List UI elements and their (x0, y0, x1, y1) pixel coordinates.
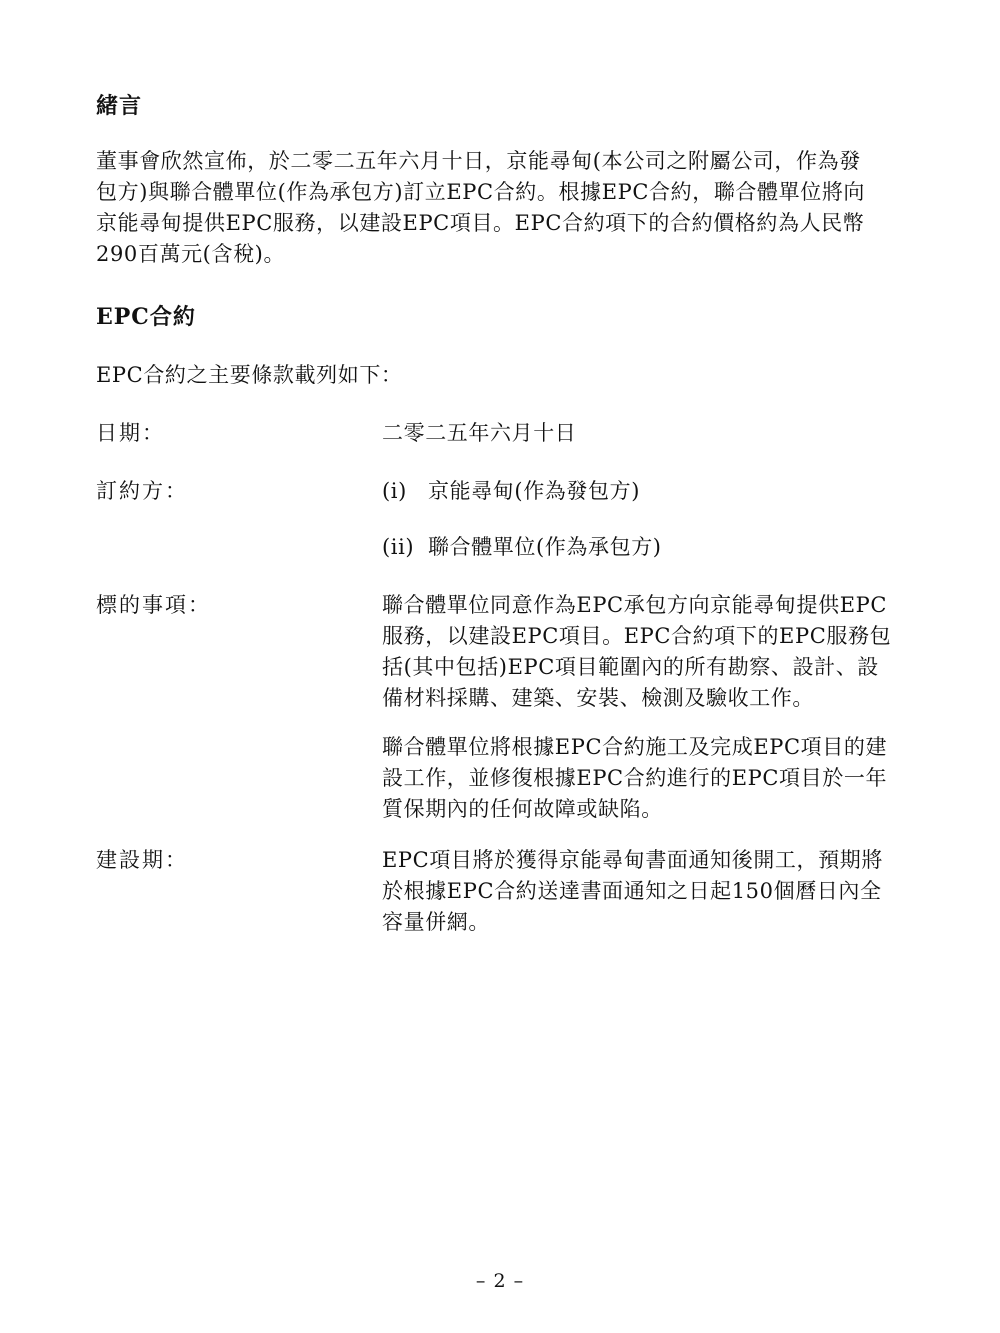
intro-paragraph (96, 146, 908, 270)
date-value: 二零二五年六月十日 (382, 421, 577, 445)
construction-line: 容量併網。 (382, 910, 490, 934)
intro-line: 290百萬元(含稅)。 (96, 242, 286, 266)
subject-label: 標的事項： (96, 593, 211, 617)
epc-lead: EPC合約之主要條款載列如下： (96, 363, 403, 387)
subject-line: 聯合體單位將根據EPC合約施工及完成EPC項目的建 (382, 735, 888, 759)
construction-line: EPC項目將於獲得京能尋甸書面通知後開工，預期將 (382, 848, 883, 872)
party-item (382, 532, 662, 563)
party-text: 聯合體單位(作為承包方) (428, 535, 662, 559)
parties-label: 訂約方： (96, 479, 188, 503)
subject-line: 設工作，並修復根據EPC合約進行的EPC項目於一年 (382, 766, 888, 790)
party-item (382, 476, 640, 507)
epc-heading: EPC合約 (96, 304, 196, 330)
construction-label: 建設期： (96, 848, 188, 872)
subject-paragraph-1 (382, 590, 910, 714)
intro-line: 包方)與聯合體單位(作為承包方)訂立EPC合約。根據EPC合約，聯合體單位將向 (96, 180, 866, 204)
construction-paragraph (382, 845, 910, 938)
party-number: (i) (382, 479, 407, 503)
party-number: (ii) (382, 535, 415, 559)
intro-heading: 緒言 (96, 93, 143, 119)
intro-line: 京能尋甸提供EPC服務，以建設EPC項目。EPC合約項下的合約價格約為人民幣 (96, 211, 865, 235)
subject-line: 服務，以建設EPC項目。EPC合約項下的EPC服務包 (382, 624, 892, 648)
date-label: 日期： (96, 421, 165, 445)
subject-line: 質保期內的任何故障或缺陷。 (382, 797, 663, 821)
subject-line: 括(其中包括)EPC項目範圍內的所有勘察、設計、設 (382, 655, 879, 679)
page-number: – 2 – (475, 1270, 525, 1292)
intro-line: 董事會欣然宣佈，於二零二五年六月十日，京能尋甸(本公司之附屬公司，作為發 (96, 149, 861, 173)
subject-line: 聯合體單位同意作為EPC承包方向京能尋甸提供EPC (382, 593, 888, 617)
party-text: 京能尋甸(作為發包方) (428, 479, 640, 503)
construction-line: 於根據EPC合約送達書面通知之日起150個曆日內全 (382, 879, 882, 903)
subject-line: 備材料採購、建築、安裝、檢測及驗收工作。 (382, 686, 814, 710)
subject-paragraph-2 (382, 732, 910, 825)
